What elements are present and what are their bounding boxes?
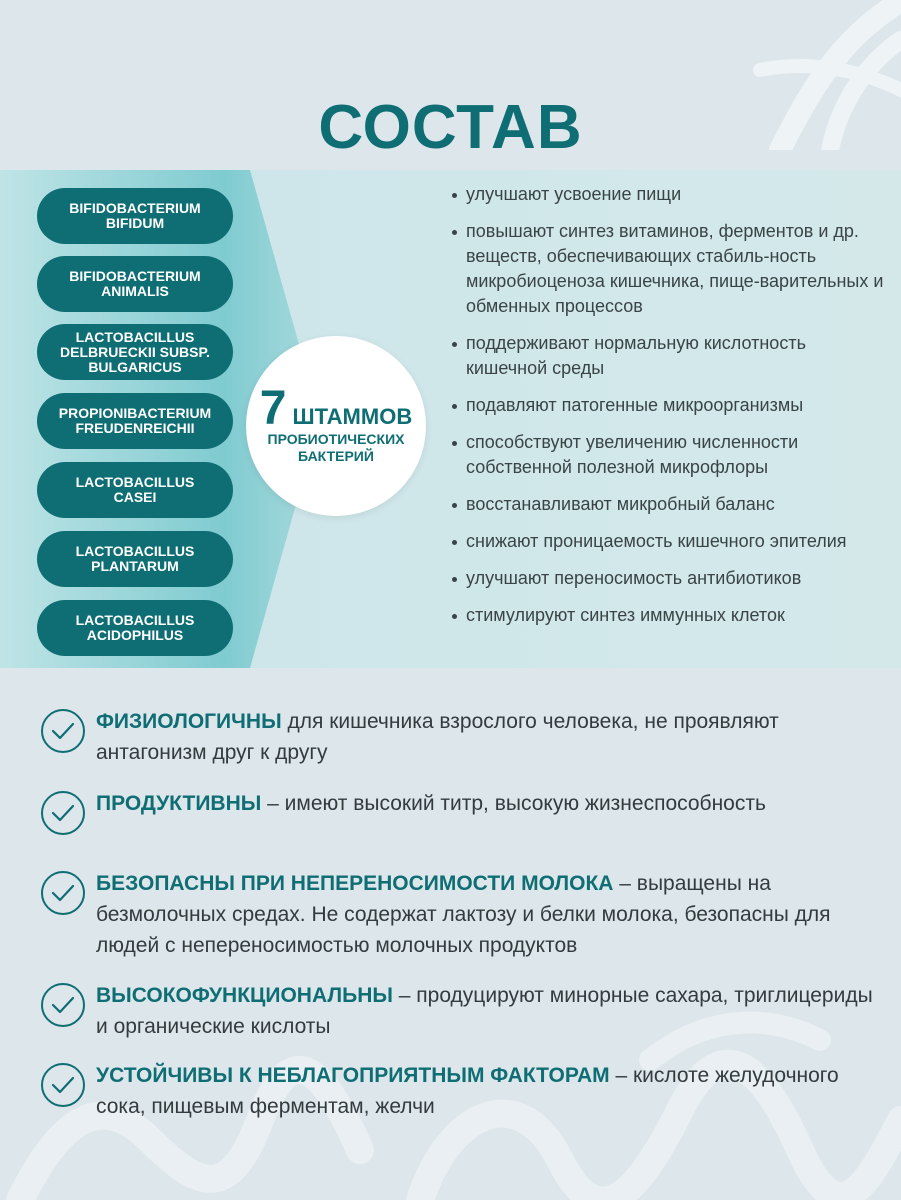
- list-item: улучшают усвоение пищи: [448, 182, 888, 207]
- feature-item: [40, 788, 890, 819]
- feature-title: ВЫСОКОФУНКЦИОНАЛЬНЫ: [96, 984, 393, 1007]
- feature-description: – имеют высокий титр, высокую жизнеспособность: [261, 792, 766, 815]
- feature-title: УСТОЙЧИВЫ К НЕБЛАГОПРИЯТНЫМ ФАКТОРАМ: [96, 1064, 610, 1087]
- feature-description: – выращены на безмолочных средах. Не содержат лактозу и белки молока, безопасны для людей с непереносимостью молочных продуктов: [96, 872, 831, 957]
- list-item: поддерживают нормальную кислотность кишечной среды: [448, 331, 888, 381]
- feature-description: – кислоте желудочного сока, пищевым ферментам, желчи: [96, 1064, 839, 1118]
- strain-pill: LACTOBACILLUS CASEI: [37, 462, 233, 518]
- check-circle-icon: [40, 708, 86, 754]
- list-item: восстанавливают микробный баланс: [448, 492, 888, 517]
- badge-line-3: БАКТЕРИЙ: [298, 448, 374, 464]
- list-item: стимулируют синтез иммунных клеток: [448, 603, 888, 628]
- check-circle-icon: [40, 870, 86, 916]
- page-title: СОСТАВ: [318, 93, 583, 162]
- strain-count-word: ШТАММОВ: [292, 404, 413, 429]
- list-item: снижают проницаемость кишечного эпителия: [448, 529, 888, 554]
- feature-title: БЕЗОПАСНЫ ПРИ НЕПЕРЕНОСИМОСТИ МОЛОКА: [96, 872, 614, 895]
- feature-title: ПРОДУКТИВНЫ: [96, 792, 262, 815]
- feature-item: [40, 1060, 890, 1122]
- check-circle-icon: [40, 790, 86, 836]
- check-circle-icon: [40, 982, 86, 1028]
- strain-pill: BIFIDOBACTERIUM ANIMALIS: [37, 256, 233, 312]
- list-item: подавляют патогенные микроорганизмы: [448, 393, 888, 418]
- feature-item: [40, 868, 890, 961]
- strain-pill: LACTOBACILLUS DELBRUECKII SUBSP. BULGARICUS: [37, 324, 233, 380]
- feature-description: – продуцируют минорные сахара, триглицериды и органические кислоты: [96, 984, 873, 1038]
- list-item: повышают синтез витаминов, ферментов и др. веществ, обеспечивающих стабиль-ность микробиоценоза кишечника, пище-варительных и обменных процессов: [448, 219, 888, 319]
- benefits-list: [448, 182, 888, 640]
- list-item: улучшают переносимость антибиотиков: [448, 566, 888, 591]
- feature-item: [40, 706, 890, 768]
- badge-line-2: ПРОБИОТИЧЕСКИХ: [267, 431, 405, 447]
- strain-pill: PROPIONIBACTERIUM FREUDENREICHII: [37, 393, 233, 449]
- strain-count-badge: [246, 336, 426, 516]
- strain-pill: LACTOBACILLUS ACIDOPHILUS: [37, 600, 233, 656]
- strain-pill: LACTOBACILLUS PLANTARUM: [37, 531, 233, 587]
- strain-pill: BIFIDOBACTERIUM BIFIDUM: [37, 188, 233, 244]
- list-item: способствуют увеличению численности собственной полезной микрофлоры: [448, 430, 888, 480]
- feature-title: ФИЗИОЛОГИЧНЫ: [96, 710, 282, 733]
- feature-description: для кишечника взрослого человека, не проявляют антагонизм друг к другу: [96, 710, 779, 764]
- strain-count: 7: [259, 382, 287, 435]
- feature-item: [40, 980, 890, 1042]
- check-circle-icon: [40, 1062, 86, 1108]
